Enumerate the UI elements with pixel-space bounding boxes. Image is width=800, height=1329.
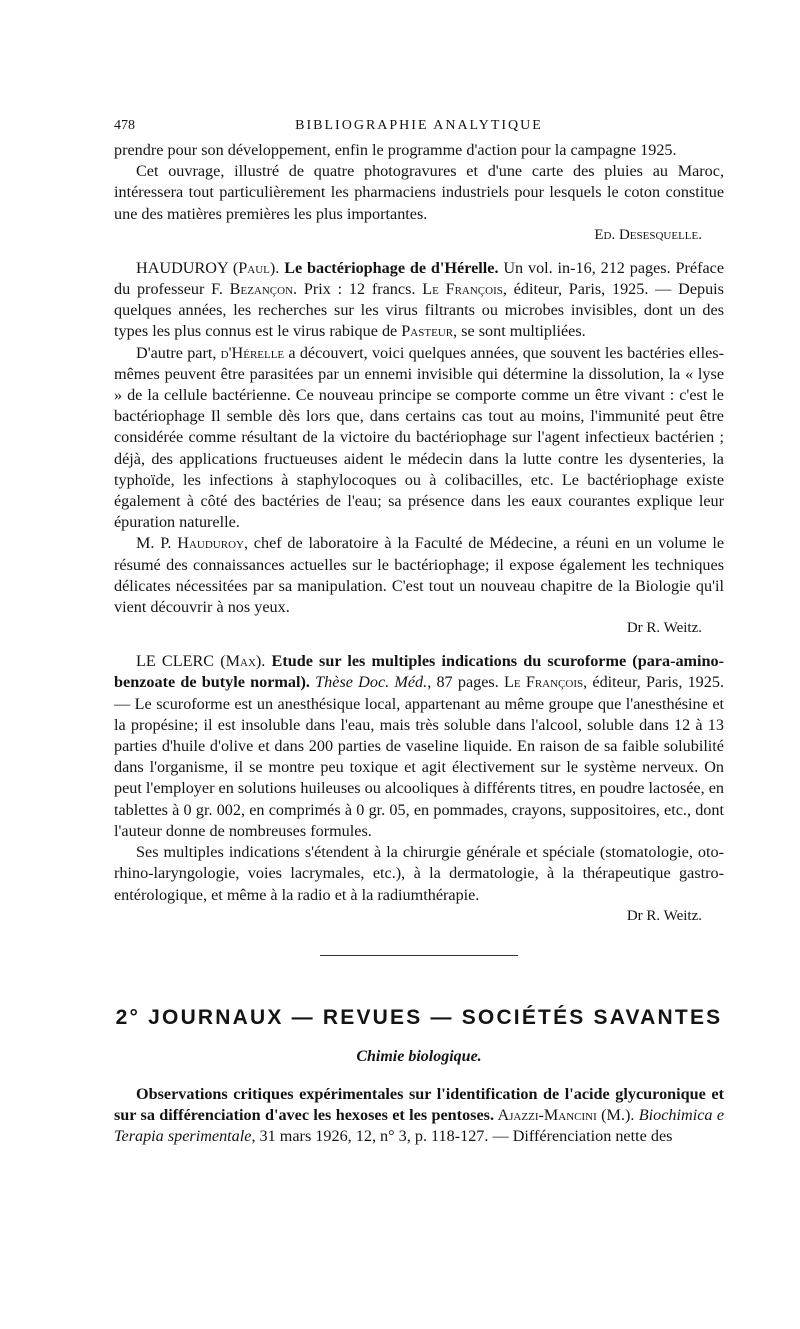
review1-text-b: . Prix : 12 francs. (293, 280, 423, 299)
review2-text-b: , éditeur, Paris, 1925. — Le scuroforme est un anesthésique local, appartenant au même groupe que l'anesthésine et la propésine; il est insoluble dans l'eau, mais très soluble dans l'alcool, soluble dans 12 à 13 parties d'huile d'olive et dans 200 parties de vaseline liquide. En raison de sa faible solubilité dans l'organisme, il se montre peu toxique et agit électivement sur le système nerveux. On peut l'employer en solutions huileuses ou alcooliques à différents titres, en poudre lactosée, en tablettes à 0 gr. 002, en comprimés à 0 gr. 05, en pommades, crayons, suppositoires, etc., dont l'auteur donne de nombreuses formules. (114, 673, 725, 840)
review3-paragraph (114, 1084, 724, 1148)
review2-text-a: , 87 pages. (427, 673, 504, 692)
review1-p2-b: a découvert, voici quelques années, que souvent les bactéries elles-mêmes peuvent être parasitées par un ennemi invisible qui détermine la dissolution, la « lyse » de la cellule bactérienne. Ce nouveau principe se comporte comme un être vivant : c'est le bactériophage Il semble dès lors que, dans certains cas tout au moins, l'immunité peut être considérée comme résultant de la victoire du bactériophage sur l'agent infectieux bactérien ; déjà, des applications fructueuses aident le médecin dans la lutte contre les dysenteries, la typhoïde, les infections à staphylocoques ou à colibacilles, etc. Le bactériophage existe également à côté des bactéries de l'eau; sa présence dans les eaux courantes explique leur épuration naturelle. (114, 343, 724, 532)
review3-journal: Biochimica e Terapia sperimentale (114, 1105, 725, 1146)
review2-publisher: Le François (504, 673, 584, 692)
review2-author: LE CLERC (136, 652, 215, 671)
review1-paragraph-2 (114, 343, 724, 534)
review1-pasteur: Pasteur (401, 322, 454, 341)
review1-text-d: , se sont multipliées. (453, 322, 586, 341)
review1-paragraph-3 (114, 533, 724, 618)
review2-signature: Dr R. Weitz. (626, 907, 702, 924)
section-title: 2° JOURNAUX — REVUES — SOCIÉTÉS SAVANTES (115, 1005, 723, 1029)
running-head: BIBLIOGRAPHIE ANALYTIQUE (295, 118, 543, 133)
intro-paragraph-1: prendre pour son développement, enfin le programme d'action pour la campagne 1925. (114, 141, 677, 159)
intro-signature: Ed. Desesquelle. (594, 226, 702, 243)
review1-p2-a: D'autre part, (136, 343, 221, 362)
review2-thesis: Thèse Doc. Méd. (315, 673, 428, 692)
section-divider (320, 955, 518, 956)
review1-text-a: Un vol. in-16, 212 pages. Préface du professeur F. (114, 258, 725, 299)
review2-paragraph-2: Ses multiples indications s'étendent à la chirurgie générale et spéciale (stomatologie, oto-rhino-laryngologie, voies lacrymales, etc.), à la dermatologie, à la thérapeutique gastro-entérologique, et même à la radio et à la radiumthérapie. (114, 843, 724, 904)
review3-rest: , 31 mars 1926, 12, n° 3, p. 118-127. — Différenciation nette des (251, 1127, 673, 1146)
review2-title: Etude sur les multiples indications du scuroforme (para-amino-benzoate de butyle normal). (114, 652, 725, 692)
review1-bezancon: Bezançon (229, 280, 294, 299)
review1-paragraph-1 (114, 258, 724, 343)
review1-signature: Dr R. Weitz. (626, 620, 702, 637)
review1-p3-a: M. P. (136, 534, 178, 553)
review3-author: Ajazzi-Mancini (494, 1105, 597, 1124)
subsection-title: Chimie biologique. (356, 1047, 482, 1065)
intro-paragraph-2: Cet ouvrage, illustré de quatre photogravures et d'une carte des pluies au Maroc, intéressera tout particulièrement les pharmaciens industriels pour lesquels le coton constitue une des matières premières les plus importantes. (114, 162, 724, 223)
review1-hauduroy: Hauduroy (177, 534, 244, 553)
review1-text-c: , éditeur, Paris, 1925. — Depuis quelques années, les recherches sur les virus filtrants ou microbes invisibles, dont un des types les plus connus est le virus rabique de (114, 280, 724, 341)
review1-p3-b: , chef de laboratoire à la Faculté de Médecine, a réuni en un volume le résumé des connaissances actuelles sur le bactériophage; il expose également les techniques délicates nécessitées par sa manipulation. C'est tout un nouveau chapitre de la Biologie qu'il vient découvrir à nos yeux. (114, 534, 724, 617)
review2-author-first: (Max). (220, 652, 266, 671)
review3-author-rest: (M.). (596, 1105, 639, 1124)
review1-author: HAUDUROY (136, 258, 229, 277)
review2-paragraph-1 (114, 651, 724, 842)
review1-author-first: (Paul). (232, 258, 280, 277)
page-header (114, 118, 724, 140)
page (114, 118, 724, 1147)
review1-title: Le bactériophage de d'Hérelle. (284, 258, 499, 277)
review1-herelle: d'Hérelle (220, 343, 285, 362)
review3-title: Observations critiques expérimentales sur l'identification de l'acide glycuronique et sur sa différenciation d'avec les hexoses et les pentoses. (114, 1084, 724, 1124)
review1-publisher: Le François (422, 280, 503, 299)
page-number: 478 (114, 118, 135, 133)
